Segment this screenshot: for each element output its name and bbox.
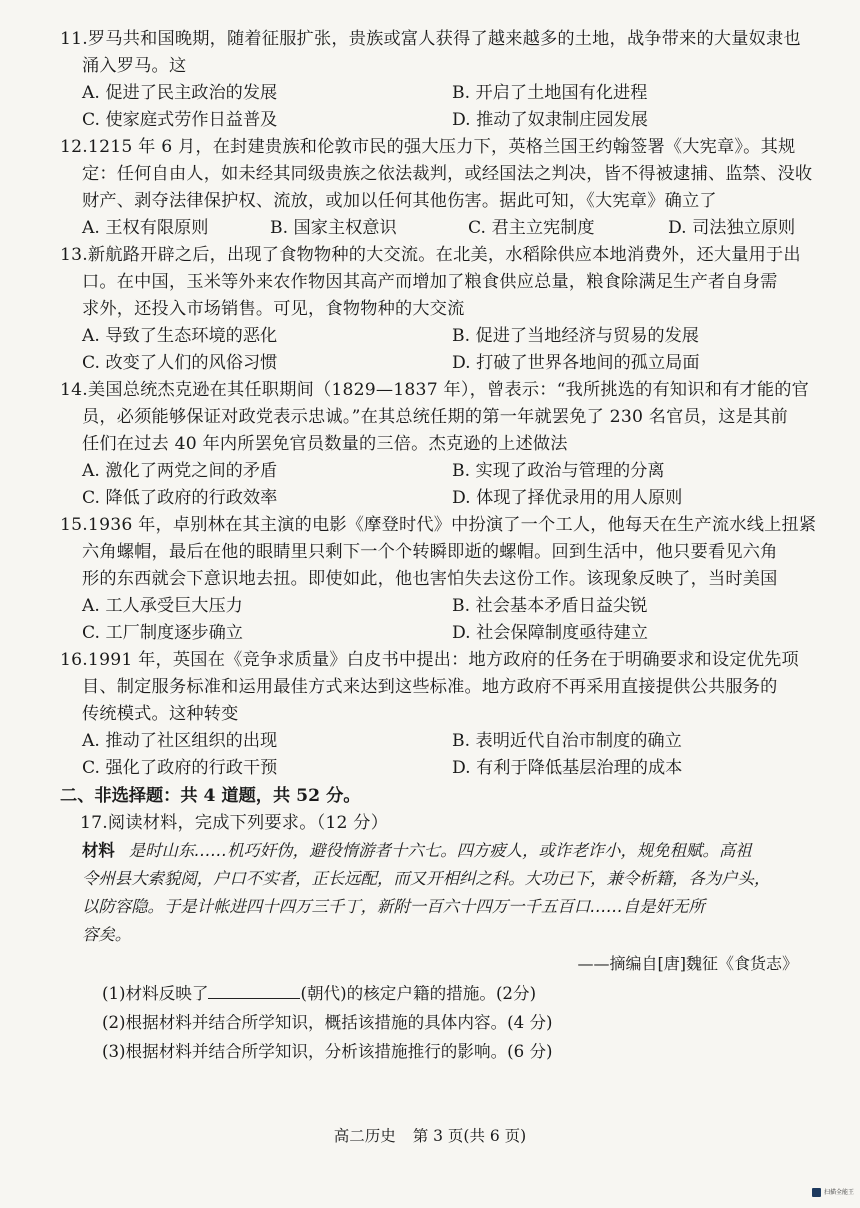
sub-question-3: (3)根据材料并结合所学知识，分析该措施推行的影响。(6 分) [102, 1042, 553, 1061]
option-b: B. 开启了土地国有化进程 [452, 83, 648, 103]
sub-question-2: (2)根据材料并结合所学知识，概括该措施的具体内容。(4 分) [102, 1013, 553, 1032]
question-14 [62, 377, 812, 512]
option-d: D. 推动了奴隶制庄园发展 [452, 110, 648, 130]
sub-question-1-prefix: (1)材料反映了 [102, 984, 209, 1003]
question-stem-line: 13.新航路开辟之后，出现了食物物种的大交流。在北美，水稻除供应本地消费外，还大量用于出 [60, 245, 801, 265]
question-13 [62, 242, 812, 377]
sub-question-1 [62, 979, 812, 1008]
footer-page-number: 第 3 页(共 6 页) [412, 1127, 527, 1145]
question-stem-line: 六角螺帽，最后在他的眼睛里只剩下一个个转瞬即逝的螺帽。回到生活中，他只要看见六角 [82, 542, 778, 562]
section-heading: 二、非选择题：共 4 道题，共 52 分。 [60, 786, 361, 806]
option-b: B. 实现了政治与管理的分离 [452, 461, 665, 481]
option-c: C. 使家庭式劳作日益普及 [82, 110, 278, 130]
question-12 [62, 134, 812, 242]
question-stem-line: 12.1215 年 6 月，在封建贵族和伦敦市民的强大压力下，英格兰国王约翰签署《大宪章》。其规 [60, 137, 796, 157]
option-c: C. 君主立宪制度 [468, 218, 595, 238]
scanner-watermark [812, 1187, 855, 1199]
option-b: B. 社会基本矛盾日益尖锐 [452, 596, 648, 616]
option-d: D. 有利于降低基层治理的成本 [452, 758, 683, 778]
material-line: 以防容隐。于是计帐进四十四万三千丁，新附一百六十四万一千五百口……自是奸无所 [82, 897, 705, 916]
option-c: C. 强化了政府的行政干预 [82, 758, 278, 778]
option-a: A. 工人承受巨大压力 [82, 596, 243, 616]
question-stem-line: 定：任何自由人，如未经其同级贵族之依法裁判，或经国法之判决，皆不得被逮捕、监禁、没收 [82, 164, 813, 184]
footer-subject: 高二历史 [333, 1127, 396, 1145]
sub-question-1-suffix: (朝代)的核定户籍的措施。(2分) [300, 984, 537, 1003]
question-stem-line: 财产、剥夺法律保护权、流放，或加以任何其他伤害。据此可知，《大宪章》确立了 [82, 191, 717, 211]
option-b: B. 国家主权意识 [270, 218, 397, 238]
material-block [62, 837, 812, 949]
question-stem-line: 17.阅读材料，完成下列要求。（12 分） [80, 813, 389, 833]
answer-blank[interactable] [208, 981, 300, 999]
option-b: B. 表明近代自治市制度的确立 [452, 731, 682, 751]
question-stem-line: 涌入罗马。这 [82, 56, 187, 76]
option-a: A. 促进了民主政治的发展 [82, 83, 278, 103]
question-stem-line: 员，必须能够保证对政党表示忠诚。”在其总统任期的第一年就罢免了 230 名官员，这是其前 [82, 407, 788, 427]
option-a: A. 推动了社区组织的出现 [82, 731, 278, 751]
question-stem-line: 16.1991 年，英国在《竞争求质量》白皮书中提出：地方政府的任务在于明确要求和设定优先项 [60, 650, 799, 670]
page-footer [0, 1124, 860, 1146]
question-stem-line: 15.1936 年，卓别林在其主演的电影《摩登时代》中扮演了一个工人，他每天在生产流水线上扭紧 [60, 515, 817, 535]
question-15 [60, 512, 817, 647]
option-d: D. 体现了择优录用的用人原则 [452, 488, 683, 508]
material-source: ——摘编自[唐]魏征《食货志》 [577, 954, 798, 973]
question-stem-line: 任们在过去 40 年内所罢免官员数量的三倍。杰克逊的上述做法 [82, 434, 568, 454]
option-a: A. 导致了生态环境的恶化 [82, 326, 278, 346]
question-stem-line: 14.美国总统杰克逊在其任职期间（1829—1837 年），曾表示：“我所挑选的有知识和有才能的官 [60, 380, 810, 400]
option-d: D. 打破了世界各地间的孤立局面 [452, 353, 700, 373]
option-c: C. 降低了政府的行政效率 [82, 488, 278, 508]
question-stem-line: 形的东西就会下意识地去扭。即使如此，他也害怕失去这份工作。该现象反映了，当时美国 [82, 569, 778, 589]
option-d: D. 司法独立原则 [668, 218, 796, 238]
question-stem-line: 目、制定服务标准和运用最佳方式来达到这些标准。地方政府不再采用直接提供公共服务的 [82, 677, 778, 697]
question-stem-line: 传统模式。这种转变 [82, 704, 239, 724]
question-stem-line: 求外，还投入市场销售。可见，食物物种的大交流 [82, 299, 465, 319]
option-a: A. 激化了两党之间的矛盾 [82, 461, 278, 481]
material-label: 材料 [82, 841, 115, 860]
question-stem-line: 11.罗马共和国晚期，随着征服扩张，贵族或富人获得了越来越多的土地，战争带来的大量奴隶也 [60, 29, 801, 49]
option-c: C. 改变了人们的风俗习惯 [82, 353, 278, 373]
question-11 [62, 26, 812, 134]
question-stem-line: 口。在中国，玉米等外来农作物因其高产而增加了粮食供应总量，粮食除满足生产者自身需 [82, 272, 778, 292]
material-line: 容矣。 [82, 925, 132, 944]
option-a: A. 王权有限原则 [82, 218, 209, 238]
option-b: B. 促进了当地经济与贸易的发展 [452, 326, 699, 346]
scanner-logo-icon [812, 1188, 821, 1197]
option-d: D. 社会保障制度亟待建立 [452, 623, 648, 643]
option-c: C. 工厂制度逐步确立 [82, 623, 243, 643]
material-line: 是时山东……机巧奸伪，避役惰游者十六七。四方疲人，或诈老诈小，规免租赋。高祖 [128, 841, 752, 860]
question-17 [62, 810, 812, 1066]
exam-page [60, 26, 817, 1066]
scanner-watermark-text: 扫描全能王 [824, 1189, 855, 1196]
material-line: 令州县大索貌阅，户口不实者，正长远配，而又开相纠之科。大功已下，兼令析籍，各为户头， [82, 869, 771, 888]
question-16 [62, 647, 812, 782]
